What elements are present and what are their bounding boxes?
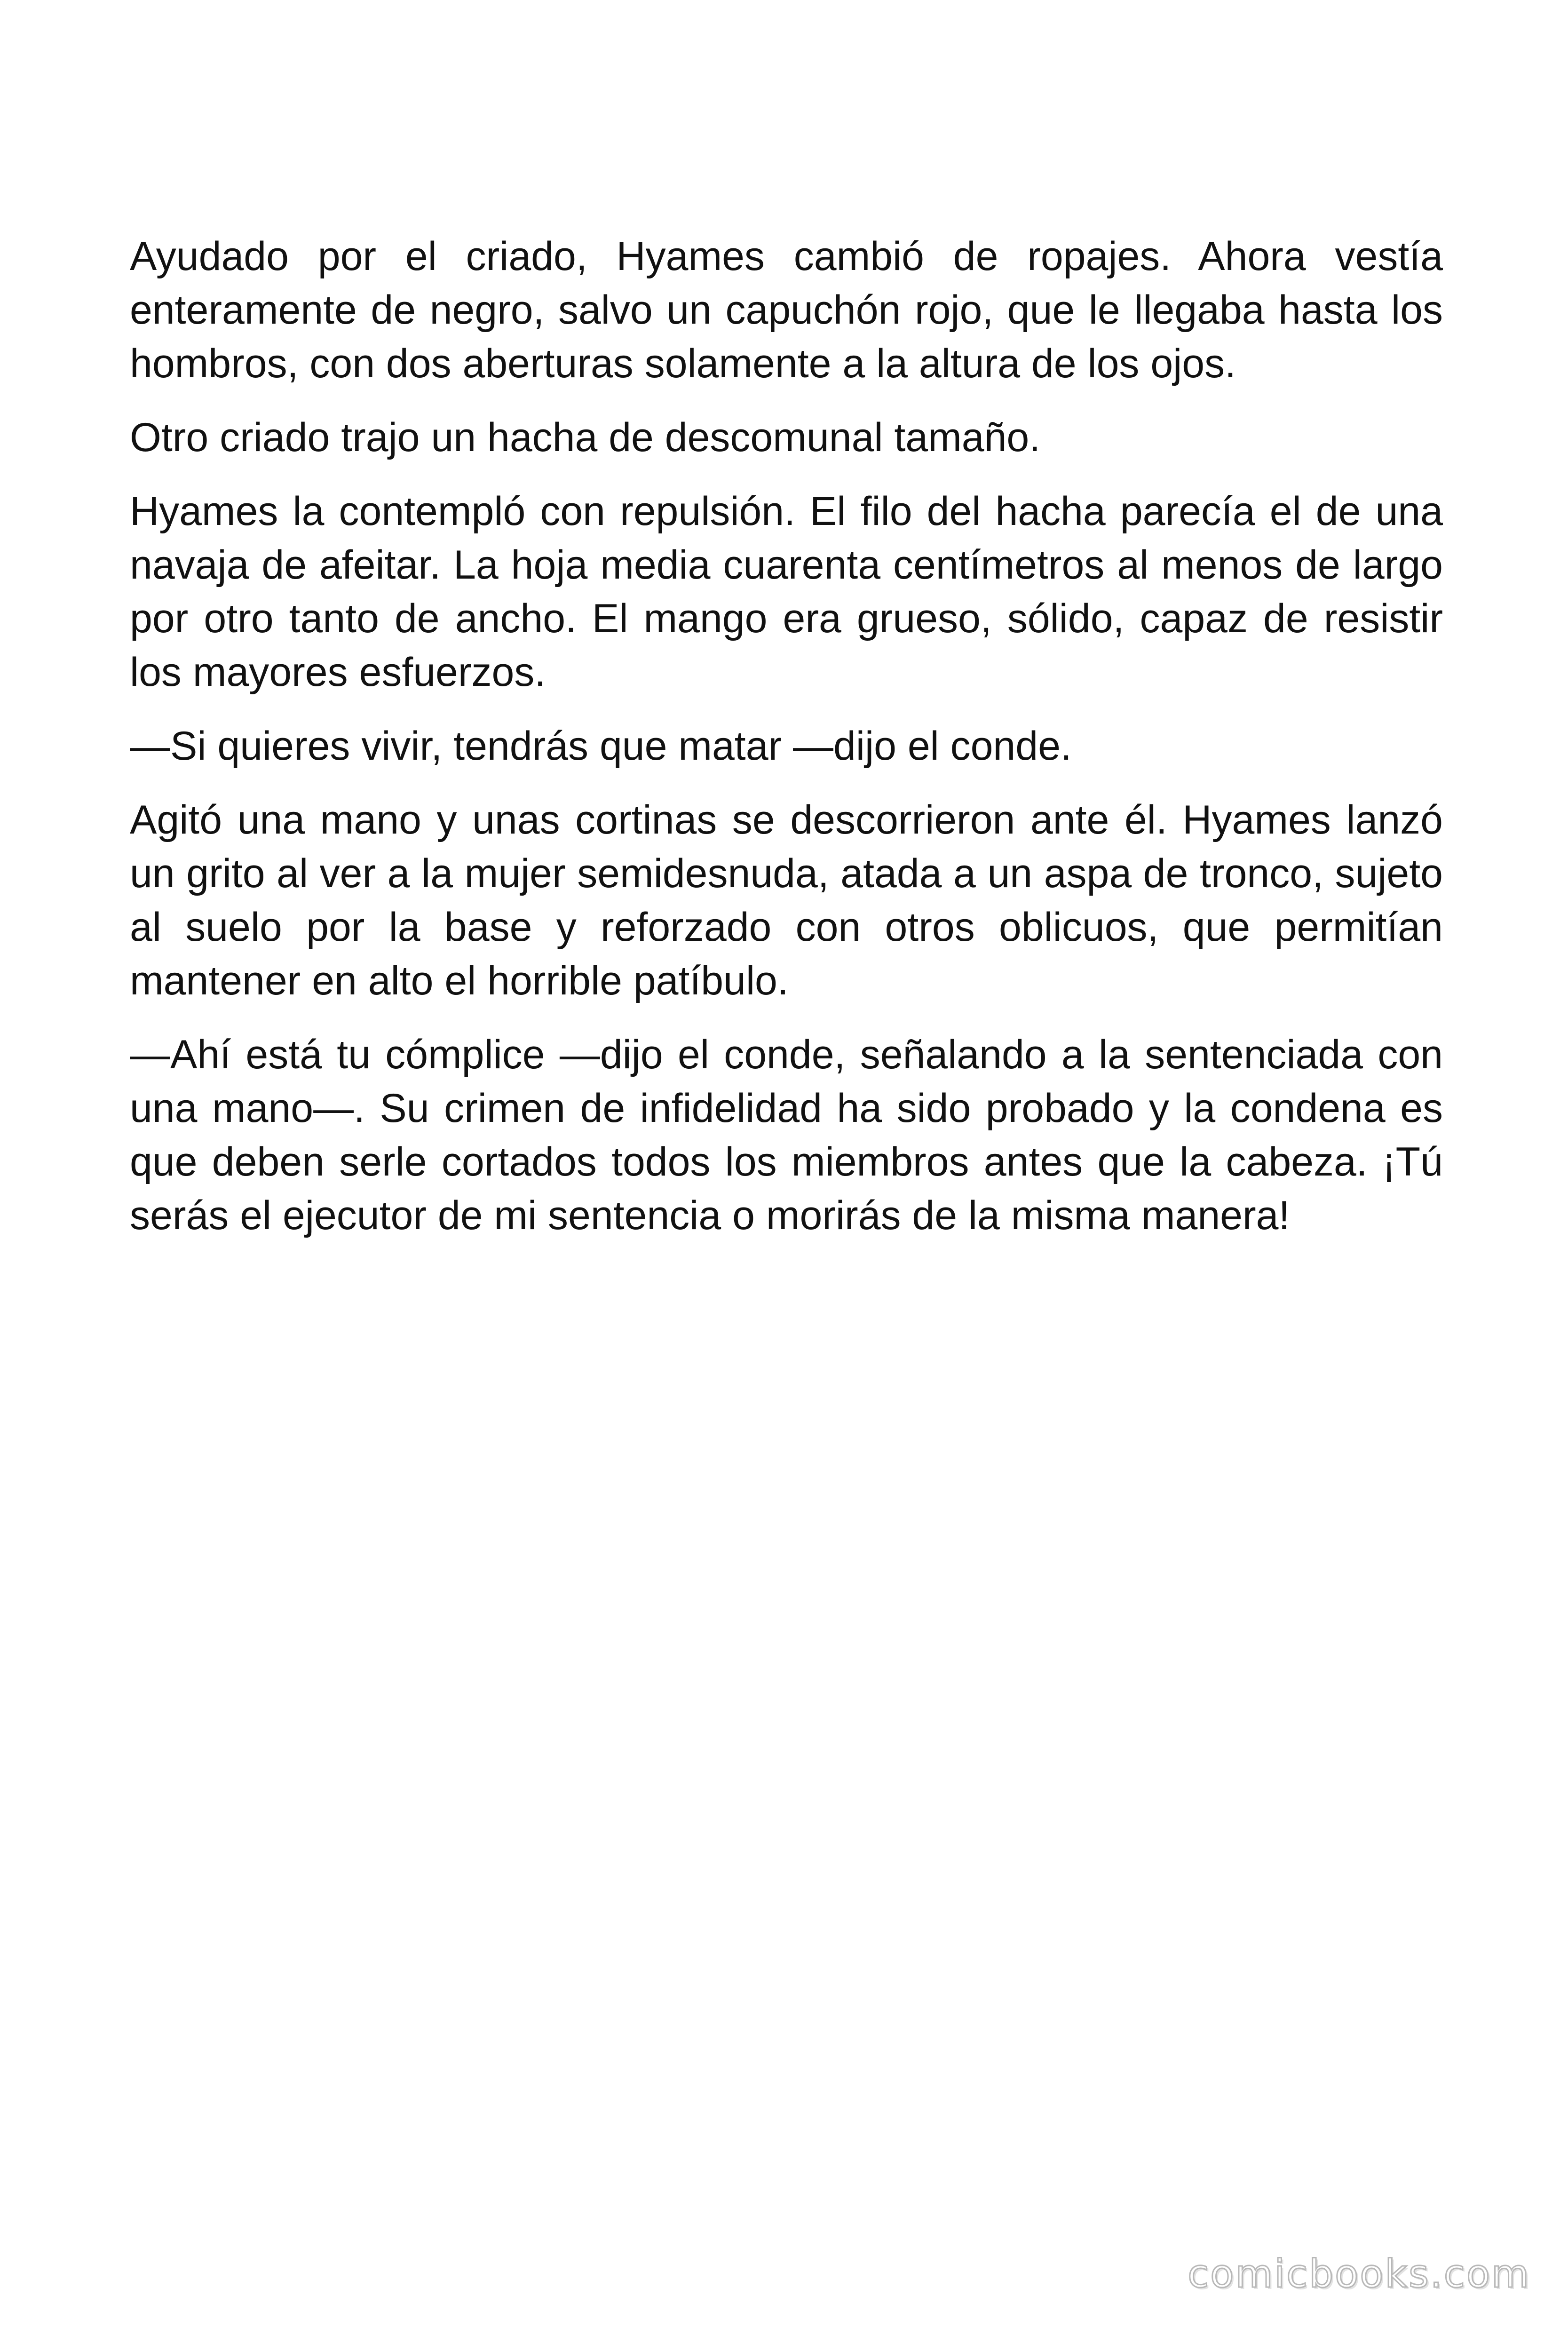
body-text	[130, 230, 1443, 1263]
paragraph: Agitó una mano y unas cortinas se descorrieron ante él. Hyames lanzó un grito al ver a la mujer semidesnuda, atada a un aspa de tronco, sujeto al suelo por la base y reforzado con otros oblicuos, que permitían mantener en alto el horrible patíbulo.	[130, 797, 1443, 1003]
paragraph: —Si quieres vivir, tendrás que matar —dijo el conde.	[130, 723, 1072, 769]
paragraph: Otro criado trajo un hacha de descomunal tamaño.	[130, 415, 1041, 460]
paragraph: —Ahí está tu cómplice —dijo el conde, señalando a la sentenciada con una mano—. Su crimen de infidelidad ha sido probado y la condena es que deben serle cortados todos los miembros antes que la cabeza. ¡Tú serás el ejecutor de mi sentencia o morirás de la misma manera!	[130, 1032, 1443, 1238]
paragraph: Hyames la contempló con repulsión. El filo del hacha parecía el de una navaja de afeitar. La hoja media cuarenta centímetros al menos de largo por otro tanto de ancho. El mango era grueso, sólido, capaz de resistir los mayores esfuerzos.	[130, 489, 1443, 695]
paragraph: Ayudado por el criado, Hyames cambió de ropajes. Ahora vestía enteramente de negro, salvo un capuchón rojo, que le llegaba hasta los hombros, con dos aberturas solamente a la altura de los ojos.	[130, 234, 1443, 386]
watermark: comicbooks.com	[1188, 2252, 1530, 2296]
